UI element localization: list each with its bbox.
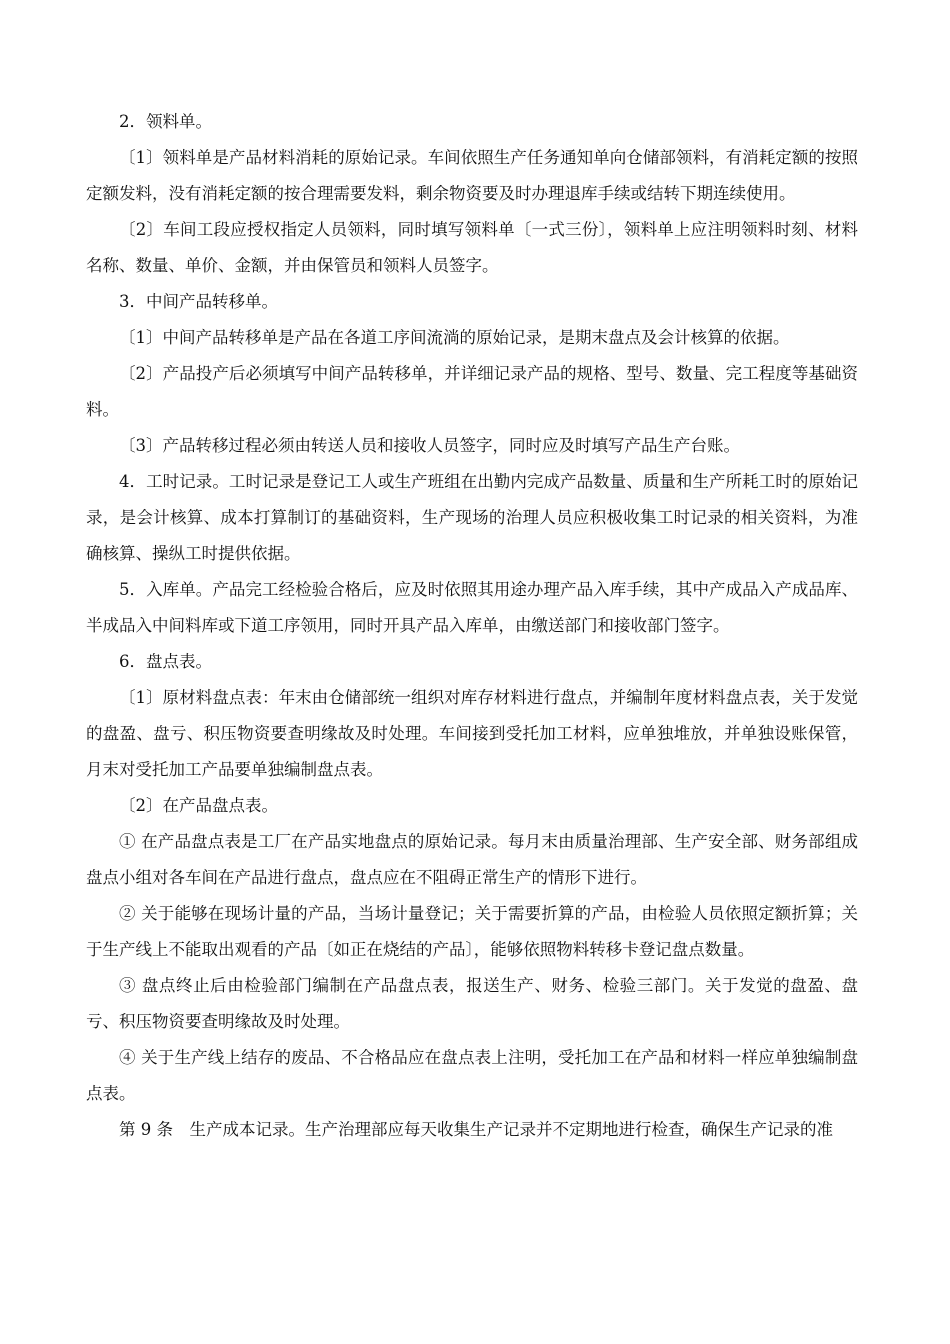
- paragraph-requisition-1: 〔1〕领料单是产品材料消耗的原始记录。车间依照生产任务通知单向仓储部领料，有消耗定额的按照定额发料，没有消耗定额的按合理需要发料，剩余物资要及时办理退库手续或结转下期连续使用。: [86, 148, 858, 203]
- paragraph-warehouse-receipt: 5．入库单。产品完工经检验合格后，应及时依照其用途办理产品入库手续，其中产成品入产成品库、半成品入中间料库或下道工序领用，同时开具产品入库单，由缴送部门和接收部门签字。: [86, 580, 858, 635]
- paragraph-wip-item-2: ② 关于能够在现场计量的产品，当场计量登记；关于需要折算的产品，由检验人员依照定额折算；关于生产线上不能取出观看的产品〔如正在烧结的产品〕，能够依照物料转移卡登记盘点数量。: [86, 904, 858, 959]
- section-heading-transfer: 3．中间产品转移单。: [119, 292, 278, 311]
- paragraph-transfer-1: 〔1〕中间产品转移单是产品在各道工序间流淌的原始记录，是期末盘点及会计核算的依据。: [119, 328, 790, 347]
- paragraph-wip-item-3: ③ 盘点终止后由检验部门编制在产品盘点表，报送生产、财务、检验三部门。关于发觉的盘盈、盘亏、积压物资要查明缘故及时处理。: [86, 976, 858, 1031]
- paragraph-raw-material-inventory: 〔1〕原材料盘点表：年末由仓储部统一组织对库存材料进行盘点，并编制年度材料盘点表，关于发觉的盘盈、盘亏、积压物资要查明缘故及时处理。车间接到受托加工材料，应单独堆放，并单独设账保管，月末对受托加工产品要单独编制盘点表。: [86, 688, 858, 779]
- paragraph-wip-item-4: ④ 关于生产线上结存的废品、不合格品应在盘点表上注明，受托加工在产品和材料一样应单独编制盘点表。: [86, 1048, 858, 1103]
- paragraph-transfer-3: 〔3〕产品转移过程必须由转送人员和接收人员签字，同时应及时填写产品生产台账。: [119, 436, 740, 455]
- section-heading-inventory: 6．盘点表。: [119, 652, 212, 671]
- paragraph-work-hours: 4．工时记录。工时记录是登记工人或生产班组在出勤内完成产品数量、质量和生产所耗工时的原始记录，是会计核算、成本打算制订的基础资料，生产现场的治理人员应积极收集工时记录的相关资料，为准确核算、操纵工时提供依据。: [86, 472, 858, 563]
- section-heading-requisition: 2．领料单。: [119, 112, 212, 131]
- paragraph-requisition-2: 〔2〕车间工段应授权指定人员领料，同时填写领料单〔一式三份〕，领料单上应注明领料时刻、材料名称、数量、单价、金额，并由保管员和领料人员签字。: [86, 220, 858, 275]
- article-9-cost-records: 第 9 条 生产成本记录。生产治理部应每天收集生产记录并不定期地进行检查，确保生产记录的准: [119, 1120, 833, 1139]
- paragraph-wip-item-1: ① 在产品盘点表是工厂在产品实地盘点的原始记录。每月末由质量治理部、生产安全部、财务部组成盘点小组对各车间在产品进行盘点，盘点应在不阻碍正常生产的情形下进行。: [86, 832, 858, 887]
- subheading-wip-inventory: 〔2〕在产品盘点表。: [119, 796, 278, 815]
- paragraph-transfer-2: 〔2〕产品投产后必须填写中间产品转移单，并详细记录产品的规格、型号、数量、完工程度等基础资料。: [86, 364, 858, 419]
